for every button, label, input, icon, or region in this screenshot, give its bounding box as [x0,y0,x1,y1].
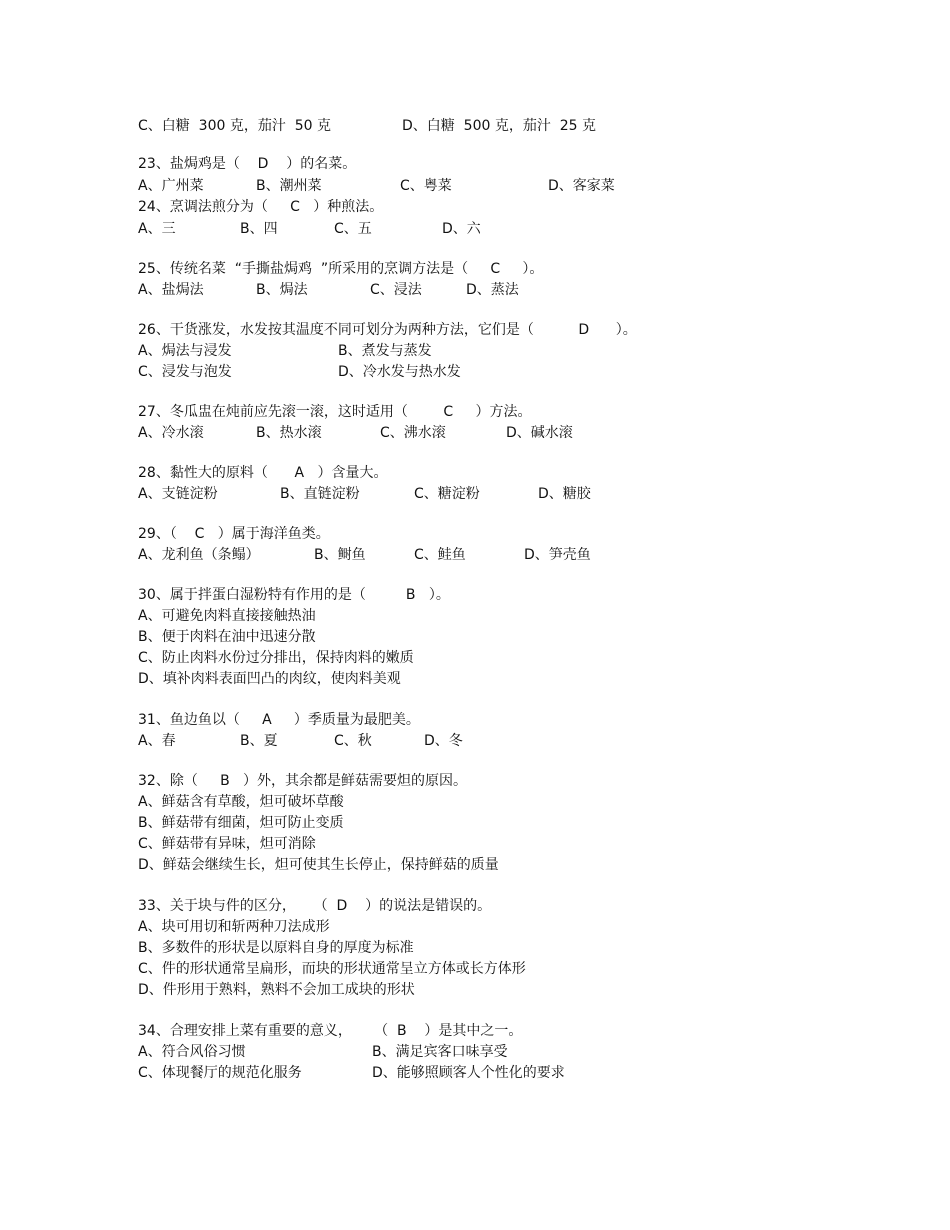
line-text: A、三 [138,221,176,237]
text-line [138,855,918,875]
text-line [138,1042,918,1062]
text-line [138,176,918,196]
text-line [138,980,918,1000]
option-text: D、糖胶 [538,486,591,502]
line-text: B、多数件的形状是以原料自身的厚度为标准 [138,940,414,956]
text-line [138,648,918,668]
option-text: D、能够照顾客人个性化的要求 [372,1065,565,1081]
line-text: 25、传统名菜 “手撕盐焗鸡 ”所采用的烹调方法是（ C ）。 [138,261,544,277]
line-text: C、件的形状通常呈扁形，而块的形状通常呈立方体或长方体形 [138,961,526,977]
text-line [138,627,918,647]
option-text: C、秋 [334,733,372,749]
line-text: B、便于肉料在油中迅速分散 [138,629,316,645]
option-text: D、笋壳鱼 [524,547,591,563]
option-text: B、煮发与蒸发 [338,343,432,359]
text-line [138,959,918,979]
line-text: A、符合风俗习惯 [138,1044,246,1060]
text-line [138,362,918,382]
line-text: A、冷水滚 [138,425,204,441]
line-text: A、龙利鱼（条鳎） [138,547,260,563]
line-text: A、春 [138,733,176,749]
text-line [138,585,918,605]
text-line [138,834,918,854]
text-line [138,669,918,689]
text-line [138,197,918,217]
line-text: 29、（ C ）属于海洋鱼类。 [138,526,330,542]
line-text: 34、合理安排上菜有重要的意义， （ B ）是其中之一。 [138,1023,523,1039]
option-text: B、潮州菜 [256,178,322,194]
line-text: C、白糖 300 克，茄汁 50 克 [138,118,332,134]
option-text: C、沸水滚 [380,425,446,441]
option-text: B、焗法 [256,282,308,298]
text-line [138,320,918,340]
option-text: D、冷水发与热水发 [338,364,461,380]
text-line [138,710,918,730]
text-line [138,423,918,443]
text-line [138,917,918,937]
text-line [138,813,918,833]
text-line [138,771,918,791]
line-text: D、填补肉料表面凹凸的肉纹，使肉料美观 [138,671,401,687]
line-text: A、广州菜 [138,178,204,194]
text-line [138,116,918,136]
line-text: 24、烹调法煎分为（ C ）种煎法。 [138,199,384,215]
line-text: C、防止肉料水份过分排出，保持肉料的嫩质 [138,650,414,666]
text-line [138,1063,918,1083]
option-text: D、冬 [424,733,463,749]
option-text: C、粤菜 [400,178,452,194]
option-text: C、五 [334,221,372,237]
line-text: 32、除（ B ）外，其余都是鲜菇需要炟的原因。 [138,773,468,789]
text-line [138,792,918,812]
text-line [138,524,918,544]
option-text: C、鲑鱼 [414,547,466,563]
line-text: 33、关于块与件的区分， （ D ）的说法是错误的。 [138,898,492,914]
text-line [138,1021,918,1041]
line-text: D、鲜菇会继续生长，炟可使其生长停止，保持鲜菇的质量 [138,857,499,873]
option-text: C、浸法 [370,282,422,298]
line-text: A、盐焗法 [138,282,204,298]
option-text: D、六 [442,221,481,237]
line-text: C、体现餐厅的规范化服务 [138,1065,302,1081]
text-line [138,154,918,174]
text-line [138,545,918,565]
option-text: D、蒸法 [466,282,519,298]
text-line [138,259,918,279]
option-text: B、热水滚 [256,425,322,441]
option-text: D、碱水滚 [506,425,573,441]
line-text: A、可避免肉料直接接触热油 [138,608,316,624]
text-line [138,402,918,422]
text-line [138,731,918,751]
text-line [138,484,918,504]
text-line [138,341,918,361]
line-text: A、块可用切和斩两种刀法成形 [138,919,330,935]
line-text: B、鲜菇带有细菌，炟可防止变质 [138,815,344,831]
line-text: C、浸发与泡发 [138,364,232,380]
option-text: B、四 [240,221,278,237]
line-text: 23、盐焗鸡是（ D ）的名菜。 [138,156,357,172]
line-text: 28、黏性大的原料（ A ）含量大。 [138,465,388,481]
line-text: A、支链淀粉 [138,486,218,502]
line-text: A、焗法与浸发 [138,343,232,359]
option-text: B、夏 [240,733,278,749]
line-text: 27、冬瓜盅在炖前应先滚一滚，这时适用（ C ）方法。 [138,404,532,420]
text-line [138,938,918,958]
line-text: 31、鱼边鱼以（ A ）季质量为最肥美。 [138,712,420,728]
option-text: D、客家菜 [548,178,615,194]
text-line [138,463,918,483]
text-line [138,896,918,916]
line-text: C、鲜菇带有异味，炟可消除 [138,836,316,852]
text-line [138,280,918,300]
option-text: C、糖淀粉 [414,486,480,502]
line-text: 30、属于拌蛋白湿粉特有作用的是（ B ）。 [138,587,450,603]
option-text: D、白糖 500 克，茄汁 25 克 [402,118,597,134]
text-line [138,606,918,626]
line-text: 26、干货涨发，水发按其温度不同可划分为两种方法，它们是（ D ）。 [138,322,637,338]
option-text: B、满足宾客口味享受 [372,1044,508,1060]
line-text: D、件形用于熟料，熟料不会加工成块的形状 [138,982,415,998]
line-text: A、鲜菇含有草酸，炟可破坏草酸 [138,794,344,810]
option-text: B、直链淀粉 [280,486,360,502]
option-text: B、鲥鱼 [314,547,366,563]
text-line [138,219,918,239]
